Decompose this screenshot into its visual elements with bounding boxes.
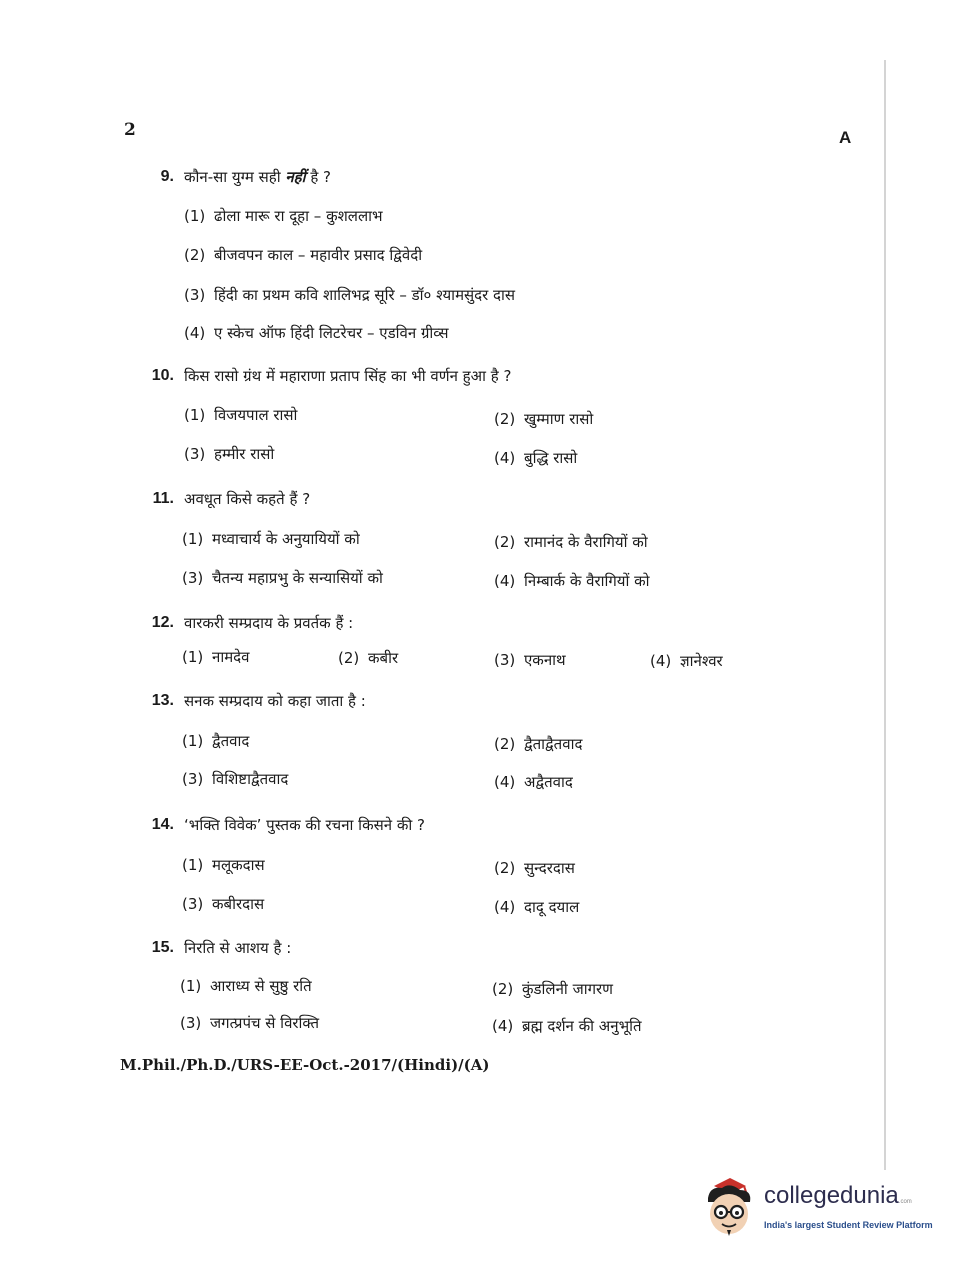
option-text: चैतन्य महाप्रभु के सन्यासियों को (212, 569, 383, 587)
option-text: कबीर (368, 649, 399, 667)
option-number: (1) (180, 977, 202, 995)
question-text: अवधूत किसे कहते हैं ? (184, 490, 311, 508)
option-number: (1) (184, 207, 206, 225)
option-number: (1) (182, 648, 204, 666)
option-10-3 (184, 442, 274, 466)
scan-page-edge (884, 60, 886, 1170)
question-14 (140, 813, 870, 837)
option-number: (3) (182, 569, 204, 587)
option-text: बुद्धि रासो (524, 449, 578, 467)
option-text: निम्बार्क के वैरागियों को (524, 572, 650, 590)
collegedunia-watermark (700, 1170, 940, 1250)
question-text-emphasis: नहीं (285, 168, 306, 186)
option-10-4 (494, 446, 577, 470)
option-13-3 (182, 767, 288, 791)
question-text (184, 165, 331, 189)
option-number: (4) (494, 572, 516, 590)
option-text: नामदेव (212, 648, 250, 666)
question-text: वारकरी सम्प्रदाय के प्रवर्तक हैं : (184, 614, 354, 632)
option-text: विशिष्टाद्वैतवाद (212, 770, 289, 788)
option-number: (1) (182, 530, 204, 548)
option-13-1 (182, 729, 249, 753)
option-number: (3) (180, 1014, 202, 1032)
question-set-code: A (839, 128, 852, 147)
watermark-domain-suffix: .com (898, 1199, 912, 1205)
option-text: अद्वैतवाद (524, 773, 573, 791)
question-11 (140, 487, 870, 511)
question-text-end: है ? (305, 168, 332, 186)
option-text: सुन्दरदास (524, 859, 575, 877)
question-text: ‘भक्ति विवेक’ पुस्तक की रचना किसने की ? (184, 816, 425, 834)
option-9-2 (184, 243, 422, 267)
question-number: 11. (152, 490, 174, 507)
option-10-1 (184, 403, 297, 427)
question-number: 15. (151, 939, 174, 956)
option-15-4 (492, 1014, 642, 1038)
option-9-1 (184, 204, 383, 228)
page-number: 2 (124, 120, 136, 140)
option-text: ब्रह्म दर्शन की अनुभूति (522, 1017, 642, 1035)
option-14-1 (182, 853, 265, 877)
option-text: ज्ञानेश्वर (680, 652, 723, 670)
option-number: (3) (182, 770, 204, 788)
option-12-2 (338, 646, 398, 670)
option-text: द्वैतवाद (212, 732, 250, 750)
option-text: कुंडलिनी जागरण (522, 980, 614, 998)
option-11-4 (494, 569, 650, 593)
option-number: (3) (182, 895, 204, 913)
option-text: खुम्माण रासो (524, 410, 594, 428)
option-text: ए स्केच ऑफ हिंदी लिटरेचर – एडविन ग्रीव्स (214, 324, 449, 342)
option-text: दादू दयाल (524, 898, 580, 916)
option-13-4 (494, 770, 573, 794)
option-text: विजयपाल रासो (214, 406, 298, 424)
option-number: (3) (494, 651, 516, 669)
option-14-2 (494, 856, 575, 880)
option-12-4 (650, 649, 723, 673)
option-15-1 (180, 974, 312, 998)
option-text: एकनाथ (524, 651, 566, 669)
option-number: (4) (650, 652, 672, 670)
option-text: हिंदी का प्रथम कवि शालिभद्र सूरि – डॉ० श्यामसुंदर दास (214, 286, 516, 304)
question-number: 12. (151, 614, 174, 631)
option-text: हम्मीर रासो (214, 445, 275, 463)
option-14-3 (182, 892, 264, 916)
option-text: मध्वाचार्य के अनुयायियों को (212, 530, 360, 548)
option-9-3 (184, 283, 515, 307)
question-number: 14. (151, 816, 174, 833)
option-9-4 (184, 321, 448, 345)
option-text: कबीरदास (212, 895, 265, 913)
option-number: (2) (494, 735, 516, 753)
watermark-brand (764, 1182, 912, 1210)
option-number: (4) (494, 773, 516, 791)
option-number: (4) (494, 898, 516, 916)
question-9 (140, 165, 870, 189)
option-13-2 (494, 732, 582, 756)
option-10-2 (494, 407, 593, 431)
option-14-4 (494, 895, 579, 919)
paper-code-footer: M.Phil./Ph.D./URS-EE-Oct.-2017/(Hindi)/(A) (120, 1056, 490, 1074)
question-13 (140, 689, 870, 713)
option-text: ढोला मारू रा दूहा – कुशललाभ (214, 207, 383, 225)
question-12 (140, 611, 870, 635)
question-15 (140, 936, 870, 960)
option-number: (1) (182, 856, 204, 874)
option-11-2 (494, 530, 648, 554)
question-text: किस रासो ग्रंथ में महाराणा प्रताप सिंह का भी वर्णन हुआ है ? (184, 367, 512, 385)
option-number: (2) (184, 246, 206, 264)
question-number: 10. (151, 367, 174, 384)
option-number: (1) (182, 732, 204, 750)
question-number: 9. (160, 168, 174, 185)
student-mascot-icon (700, 1172, 760, 1238)
option-number: (3) (184, 286, 206, 304)
question-text-start: कौन-सा युग्म सही (184, 168, 286, 186)
option-number: (2) (494, 533, 516, 551)
option-15-3 (180, 1011, 319, 1035)
option-number: (1) (184, 406, 206, 424)
option-11-1 (182, 527, 360, 551)
option-text: जगत्प्रपंच से विरक्ति (210, 1014, 320, 1032)
option-number: (4) (494, 449, 516, 467)
option-11-3 (182, 566, 383, 590)
option-text: बीजवपन काल – महावीर प्रसाद द्विवेदी (214, 246, 423, 264)
question-number: 13. (151, 692, 174, 709)
option-number: (3) (184, 445, 206, 463)
option-text: आराध्य से सुष्ठु रति (210, 977, 312, 995)
option-12-1 (182, 645, 250, 669)
watermark-tagline: India's largest Student Review Platform (764, 1220, 933, 1230)
question-text: सनक सम्प्रदाय को कहा जाता है : (184, 692, 366, 710)
option-text: मलूकदास (212, 856, 265, 874)
option-number: (4) (184, 324, 206, 342)
question-text: निरति से आशय है : (184, 939, 292, 957)
watermark-brand-text: collegedunia (764, 1182, 899, 1209)
question-10 (140, 364, 870, 388)
option-number: (2) (494, 859, 516, 877)
option-text: रामानंद के वैरागियों को (524, 533, 648, 551)
option-12-3 (494, 648, 566, 672)
option-number: (2) (492, 980, 514, 998)
option-15-2 (492, 977, 613, 1001)
option-number: (2) (338, 649, 360, 667)
option-number: (2) (494, 410, 516, 428)
option-number: (4) (492, 1017, 514, 1035)
option-text: द्वैताद्वैतवाद (524, 735, 583, 753)
